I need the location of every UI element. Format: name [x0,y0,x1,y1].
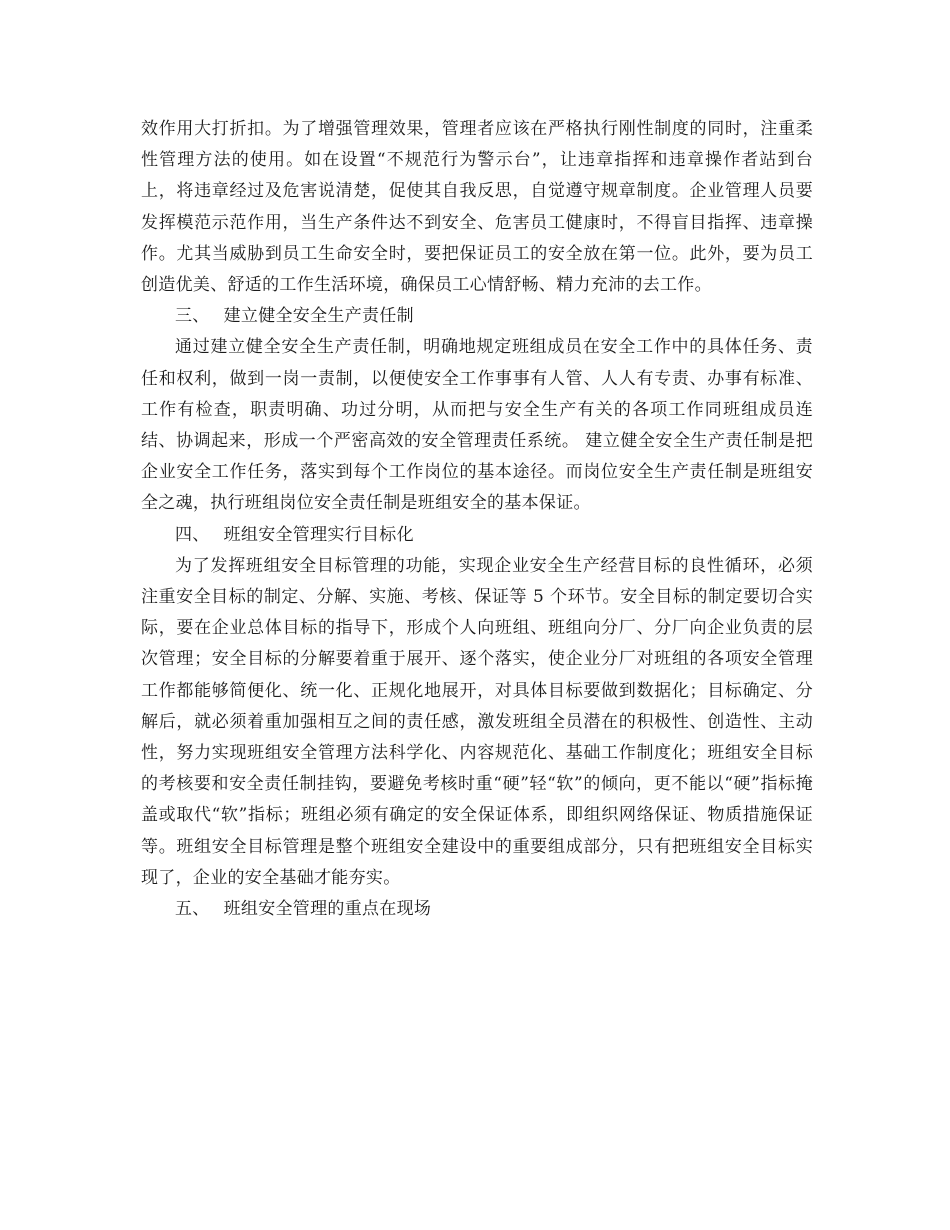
section-number: 五、 [175,899,210,920]
paragraph-target-management: 为了发挥班组安全目标管理的功能，实现企业安全生产经营目标的良性循环，必须注重安全目标的制定、分解、实施、考核、保证等 5 个环节。安全目标的制定要切合实际，要在企业总体目标的指导下，形成个人向班组、班组向分厂、分厂向企业负责的层次管理；安全目标的分解要着重于展开、逐个落实，使企业分厂对班组的各项安全管理工作都能够简便化、统一化、正规化地展开，对具体目标要做到数据化；目标确定、分解后，就必须着重加强相互之间的责任感，激发班组全员潜在的积极性、创造性、主动性，努力实现班组安全管理方法科学化、内容规范化、基础工作制度化；班组安全目标的考核要和安全责任制挂钩，要避免考核时重“硬”轻“软”的倾向，更不能以“硬”指标掩盖或取代“软”指标；班组必须有确定的安全保证体系，即组织网络保证、物质措施保证等。班组安全目标管理是整个班组安全建设中的重要组成部分，只有把班组安全目标实现了，企业的安全基础才能夯实。 [141,555,813,888]
section-heading-5 [141,894,813,925]
paragraph-continued: 效作用大打折扣。为了增强管理效果，管理者应该在严格执行刚性制度的同时，注重柔性管理方法的使用。如在设置“不规范行为警示台”，让违章指挥和违章操作者站到台上，将违章经过及危害说清楚，促使其自我反思，自觉遵守规章制度。企业管理人员要发挥模范示范作用，当生产条件达不到安全、危害员工健康时，不得盲目指挥、违章操作。尤其当威胁到员工生命安全时，要把保证员工的安全放在第一位。此外，要为员工创造优美、舒适的工作生活环境，确保员工心情舒畅、精力充沛的去工作。 [141,119,813,296]
section-title: 班组安全管理的重点在现场 [223,899,432,920]
section-number: 四、 [175,524,210,545]
section-title: 建立健全安全生产责任制 [223,306,414,327]
document-body [141,114,813,925]
section-title: 班组安全管理实行目标化 [223,524,414,545]
section-number: 三、 [175,306,210,327]
section-heading-3 [141,301,813,332]
section-heading-4 [141,520,813,551]
paragraph-responsibility-system: 通过建立健全安全生产责任制，明确地规定班组成员在安全工作中的具体任务、责任和权利，做到一岗一责制，以便使安全工作事事有人管、人人有专责、办事有标准、工作有检查，职责明确、功过分明，从而把与安全生产有关的各项工作同班组成员连结、协调起来，形成一个严密高效的安全管理责任系统。 建立健全安全生产责任制是把企业安全工作任务，落实到每个工作岗位的基本途径。而岗位安全生产责任制是班组安全之魂，执行班组岗位安全责任制是班组安全的基本保证。 [141,337,813,514]
